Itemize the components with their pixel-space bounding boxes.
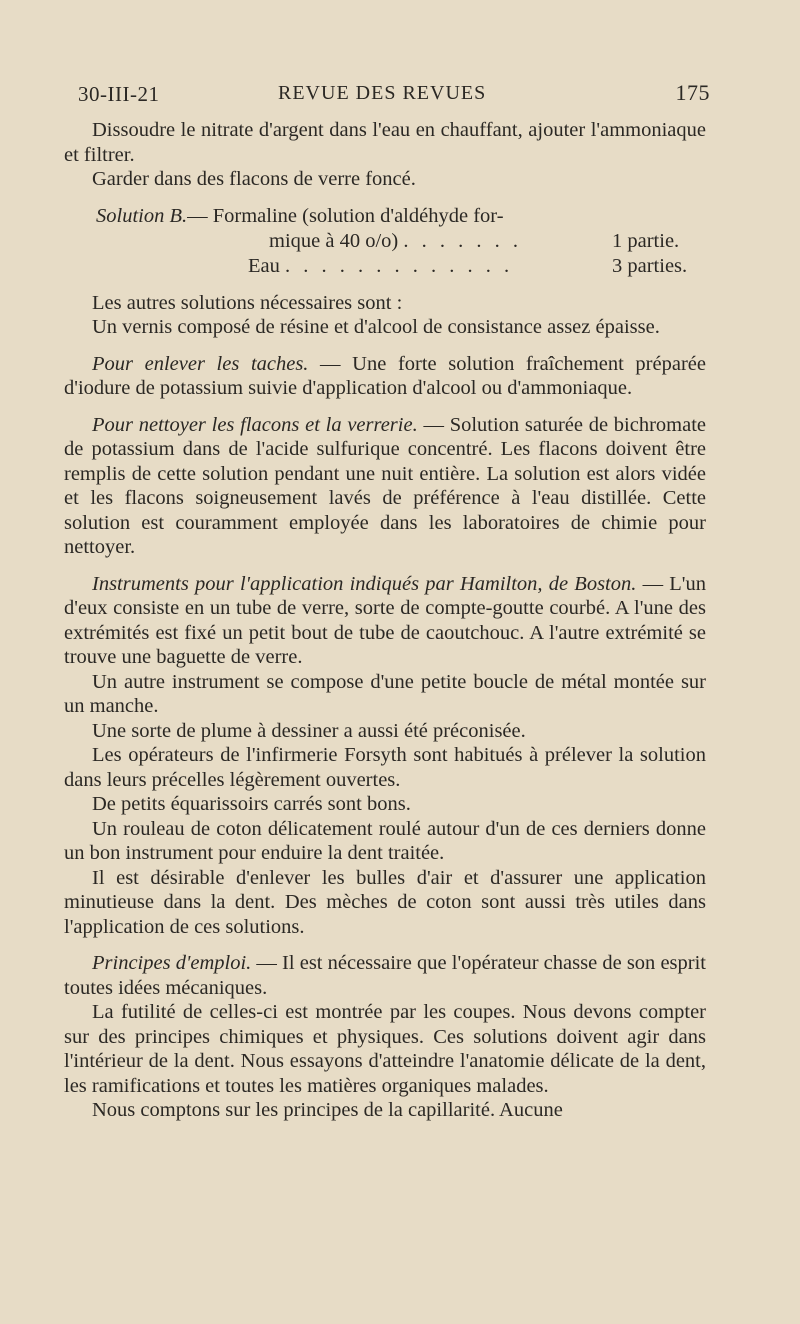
solution-b-formula <box>64 204 706 279</box>
paragraph: Les opérateurs de l'infirmerie Forsyth sont habitués à prélever la solution dans leurs précelles légèrement ouvertes. <box>64 744 706 791</box>
formula-quantity: 3 parties. <box>612 254 688 277</box>
paragraph-text: — Il est nécessaire que l'opérateur chasse de son esprit toutes idées mécaniques. <box>64 952 706 999</box>
section-heading: Pour nettoyer les flacons et la verrerie. <box>92 413 418 436</box>
paragraph-text: — Solution saturée de bichromate de potassium dans de l'acide sulfurique concentré. Les flacons doivent être remplis de cette solution pendant une nuit entière. La solution est alors vidée et les flacons soigneusement lavés de préférence à l'eau distillée. Cette solution est couramment employée dans les laboratoires de chimie pour nettoyer. <box>64 413 706 558</box>
section-heading: Pour enlever les taches. <box>92 352 309 375</box>
page-body <box>64 118 706 1123</box>
paragraph: Les autres solutions nécessaires sont : <box>92 291 403 314</box>
paragraph: Un autre instrument se compose d'une petite boucle de métal montée sur un manche. <box>64 670 706 717</box>
paragraph: Une sorte de plume à dessiner a aussi été préconisée. <box>92 719 526 742</box>
paragraph <box>64 352 706 401</box>
header-title: REVUE DES REVUES <box>278 82 487 104</box>
formula-line <box>269 229 522 254</box>
paragraph-text: — Une forte solution fraîchement préparée d'iodure de potassium suivie d'application d'alcool ou d'ammoniaque. <box>64 352 706 399</box>
paragraph: Garder dans des flacons de verre foncé. <box>92 168 416 190</box>
paragraph: Il est désirable d'enlever les bulles d'air et d'assurer une application minutieuse dans la dent. Des mèches de coton sont aussi très utiles dans l'application de ces solutions. <box>64 866 706 938</box>
paragraph <box>64 572 706 670</box>
paragraph <box>64 951 706 1000</box>
dot-leader: . . . . . . . . . . . . . <box>285 254 514 277</box>
paragraph: Dissoudre le nitrate d'argent dans l'eau en chauffant, ajouter l'ammoniaque et filtrer. <box>64 119 706 166</box>
solution-label: Solution B. <box>96 204 188 227</box>
paragraph: De petits équarissoirs carrés sont bons. <box>92 793 411 815</box>
running-header <box>78 78 710 112</box>
formula-text: Eau <box>248 254 280 277</box>
formula-quantity: 1 partie. <box>612 229 680 252</box>
formula-line <box>248 254 513 279</box>
formula-text: — Formaline (solution d'aldéhyde for- <box>187 204 504 227</box>
formula-text: mique à 40 o/o) <box>269 229 399 252</box>
paragraph <box>64 413 706 560</box>
page-number: 175 <box>675 80 710 105</box>
dot-leader: . . . . . . . <box>403 229 522 252</box>
header-date: 30-III-21 <box>78 82 160 106</box>
paragraph-text: — L'un d'eux consiste en un tube de verre, sorte de compte-goutte courbé. A l'une des extrémités est fixé un petit bout de tube de caoutchouc. A l'autre extrémité se trouve une baguette de verre. <box>64 572 707 668</box>
paragraph: Un vernis composé de résine et d'alcool de consistance assez épaisse. <box>92 316 660 338</box>
paragraph: Un rouleau de coton délicatement roulé autour d'un de ces derniers donne un bon instrument pour enduire la dent traitée. <box>64 817 706 864</box>
paragraph: La futilité de celles-ci est montrée par les coupes. Nous devons compter sur des principes chimiques et physiques. Ces solutions doivent agir dans l'intérieur de la dent. Nous essayons d'atteindre l'anatomie délicate de la dent, les ramifications et toutes les matières organiques malades. <box>64 1001 706 1097</box>
formula-line <box>96 204 504 229</box>
paragraph: Nous comptons sur les principes de la capillarité. Aucune <box>92 1099 563 1121</box>
section-heading: Principes d'emploi. <box>92 952 252 974</box>
section-heading: Instruments pour l'application indiqués par Hamilton, de Boston. <box>92 572 637 595</box>
